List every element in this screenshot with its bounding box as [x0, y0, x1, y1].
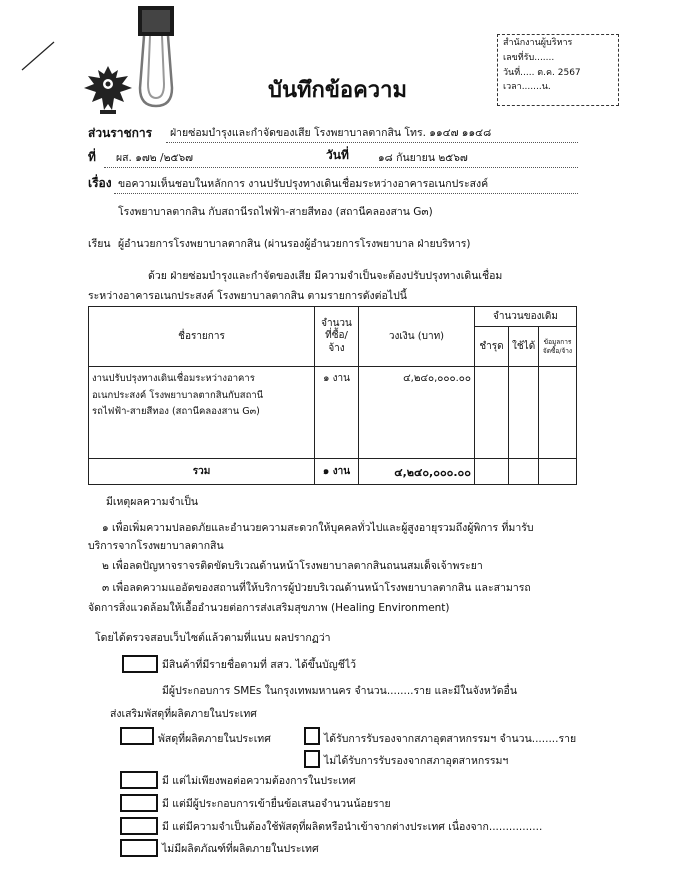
header-broken: ชำรุด: [475, 327, 509, 367]
stamp-line-1: สำนักงานผู้บริหาร: [503, 38, 573, 48]
reason-2: ๒ เพื่อลดปัญหาจราจรติดขัดบริเวณด้านหน้าโรงพยาบาลตากสินถนนสมเด็จเจ้าพระยา: [102, 560, 483, 572]
checkbox-no-domestic-label: ไม่มีผลิตภัณฑ์ที่ผลิตภายในประเทศ: [162, 843, 319, 855]
total-amount: ๔,๒๔๐,๐๐๐.๐๐: [359, 459, 475, 485]
reasons-heading: มีเหตุผลความจำเป็น: [106, 496, 199, 508]
row-item: [89, 367, 315, 459]
subject-value: ขอความเห็นชอบในหลักการ งานปรับปรุงทางเดินเชื่อมระหว่างอาคารอเนกประสงค์: [118, 178, 489, 190]
checklist-intro: โดยได้ตรวจสอบเว็บไซต์แล้วตามที่แนบ ผลปรากฏว่า: [95, 632, 331, 644]
checkbox-certified[interactable]: [304, 727, 320, 745]
row-item-line-1: งานปรับปรุงทางเดินเชื่อมระหว่างอาคาร: [92, 373, 255, 384]
header-note-line-2: จัดซื้อ/จ้าง: [542, 346, 573, 355]
row-amount: ๔,๒๔๐,๐๐๐.๐๐: [359, 367, 475, 459]
header-item: ชื่อรายการ: [89, 307, 315, 367]
doc-no-value: ผส. ๑๗๒ /๒๕๖๗: [116, 152, 194, 164]
reason-1-line-2: บริการจากโรงพยาบาลตากสิน: [88, 540, 224, 552]
checkbox-no-domestic[interactable]: [120, 839, 158, 857]
checkbox-certified-label: ได้รับการรับรองจากสภาอุตสาหกรรมฯ จำนวน........ราย: [324, 733, 577, 745]
reason-3-line-2: จัดการสิ่งแวดล้อมให้เอื้ออำนวยต่อการส่งเสริมสุขภาพ (Healing Environment): [88, 602, 450, 614]
header-amount: วงเงิน (บาท): [359, 307, 475, 367]
checkbox-sme-listed-label: มีสินค้าที่มีรายชื่อตามที่ สสว. ได้ขึ้นบัญชีไว้: [162, 659, 357, 671]
row-item-line-3: รถไฟฟ้า-สายสีทอง (สถานีคลองสาน G๓): [92, 406, 260, 418]
checkbox-insufficient[interactable]: [120, 771, 158, 789]
dept-underline: [166, 142, 578, 143]
binder-clip: [128, 4, 184, 114]
sme-count-line: มีผู้ประกอบการ SMEs ในกรุงเทพมหานคร จำนวน........ราย และมีในจังหวัดอื่น: [162, 685, 518, 697]
header-qty: [315, 307, 359, 367]
row-item-line-2: อเนกประสงค์ โรงพยาบาลตากสินกับสถานี: [92, 389, 264, 401]
row-qty: ๑ งาน: [315, 367, 359, 459]
subject-line-2: โรงพยาบาลตากสิน กับสถานีรถไฟฟ้า-สายสีทอง (สถานีคลองสาน G๓): [118, 206, 433, 218]
stamp-line-2: เลขที่รับ.......: [503, 52, 555, 63]
total-label: รวม: [89, 459, 315, 485]
table-row: [89, 367, 577, 459]
checkbox-few-bidders[interactable]: [120, 794, 158, 812]
header-note-line-1: ข้อมูลการ: [543, 338, 572, 347]
to-value: ผู้อำนวยการโรงพยาบาลตากสิน (ผ่านรองผู้อำนวยการโรงพยาบาล ฝ่ายบริหาร): [118, 238, 471, 250]
reason-1-line-1: ๑ เพื่อเพิ่มความปลอดภัยและอำนวยความสะดวกให้บุคคลทั่วไปและผู้สูงอายุรวมถึงผู้พิการ ที่มารับ: [102, 522, 534, 534]
checkbox-import-needed-label: มี แต่มีความจำเป็นต้องใช้พัสดุที่ผลิตหรือนำเข้าจากต่างประเทศ เนื่องจาก................: [162, 821, 543, 833]
checkbox-few-bidders-label: มี แต่มีผู้ประกอบการเข้ายื่นข้อเสนอจำนวนน้อยราย: [162, 798, 391, 810]
checkbox-domestic-supplies[interactable]: [120, 727, 154, 745]
header-qty-line-2: ที่ซื้อ/: [325, 330, 348, 342]
subject-label: เรื่อง: [88, 176, 112, 190]
body-line-2: ระหว่างอาคารอเนกประสงค์ โรงพยาบาลตากสิน ตามรายการดังต่อไปนี้: [88, 290, 407, 302]
row-usable: [509, 367, 539, 459]
checkbox-sme-listed[interactable]: [122, 655, 158, 673]
date-label: วันที่: [326, 148, 349, 162]
receiving-stamp: [497, 34, 619, 106]
no-date-underline: [104, 167, 578, 168]
checkbox-insufficient-label: มี แต่ไม่เพียงพอต่อความต้องการในประเทศ: [162, 775, 356, 787]
header-qty-line-3: จ้าง: [328, 342, 345, 354]
date-value: ๑๘ กันยายน ๒๕๖๗: [378, 152, 468, 164]
items-table: [88, 306, 577, 485]
body-line-1: ด้วย ฝ่ายซ่อมบำรุงและกำจัดของเสีย มีความจำเป็นจะต้องปรับปรุงทางเดินเชื่อม: [148, 270, 503, 282]
total-qty: ๑ งาน: [315, 459, 359, 485]
dept-value: ฝ่ายซ่อมบำรุงและกำจัดของเสีย โรงพยาบาลตากสิน โทร. ๑๑๔๗ ๑๑๔๘: [170, 127, 492, 139]
checkbox-not-certified[interactable]: [304, 750, 320, 768]
total-note: [539, 459, 577, 485]
total-usable: [509, 459, 539, 485]
reason-3-line-1: ๓ เพื่อลดความแออัดของสถานที่ให้บริการผู้ป่วยบริเวณด้านหน้าโรงพยาบาลตากสิน และสามารถ: [102, 582, 531, 594]
subject-underline: [114, 193, 578, 194]
doc-no-label: ที่: [88, 150, 96, 164]
row-note: [539, 367, 577, 459]
header-usable: ใช้ได้: [509, 327, 539, 367]
pen-mark: [18, 38, 58, 74]
garuda-emblem-icon: [82, 62, 134, 116]
checkbox-not-certified-label: ไม่ได้รับการรับรองจากสภาอุตสาหกรรมฯ: [324, 755, 509, 767]
row-broken: [475, 367, 509, 459]
checkbox-domestic-supplies-label: พัสดุที่ผลิตภายในประเทศ: [158, 733, 271, 745]
stamp-line-4: เวลา.......น.: [503, 82, 551, 93]
to-label: เรียน: [88, 238, 111, 250]
total-row: [89, 459, 577, 485]
dept-label: ส่วนราชการ: [88, 126, 153, 140]
checkbox-import-needed[interactable]: [120, 817, 158, 835]
header-note: [539, 327, 577, 367]
header-qty-line-1: จำนวน: [321, 317, 352, 329]
total-broken: [475, 459, 509, 485]
header-existing: จำนวนของเดิม: [475, 307, 577, 327]
domestic-heading: ส่งเสริมพัสดุที่ผลิตภายในประเทศ: [110, 708, 257, 720]
stamp-line-3: วันที่..... ต.ค. 2567: [503, 67, 581, 78]
page-title: บันทึกข้อความ: [268, 78, 408, 103]
